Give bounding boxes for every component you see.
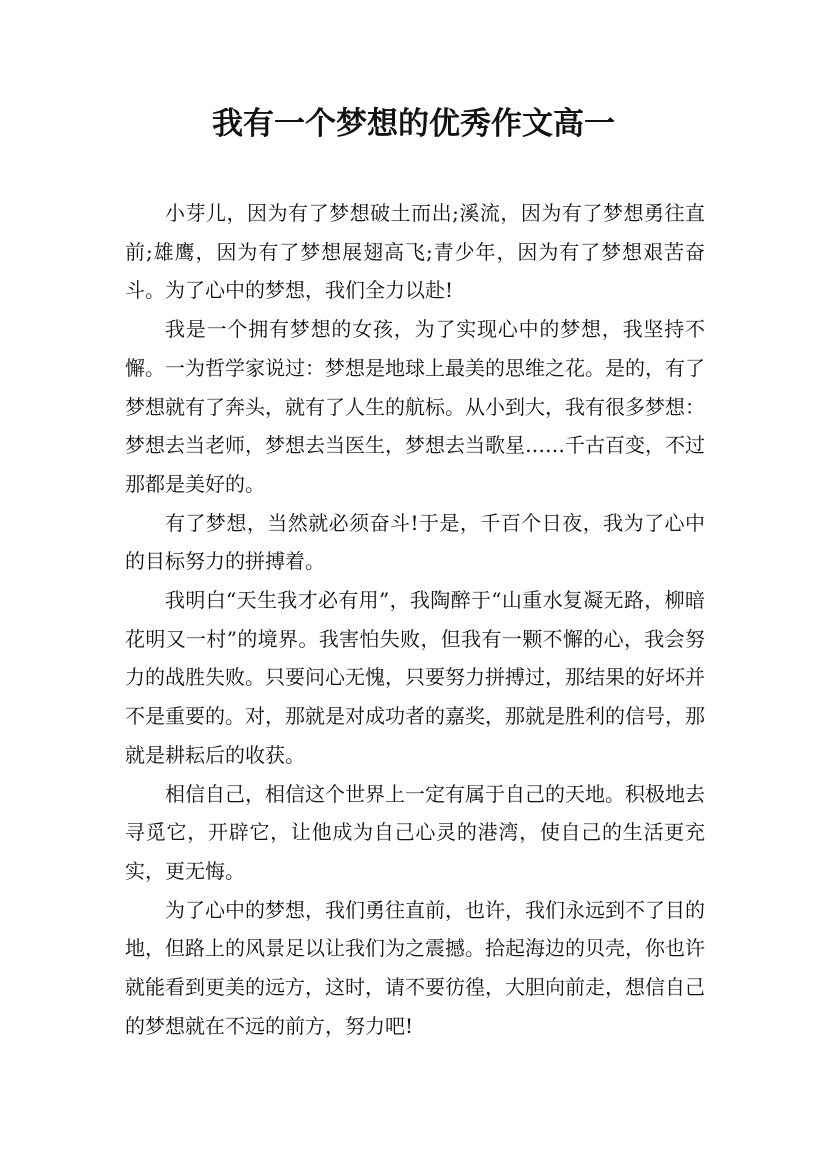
paragraph-4: 我明白“天生我才必有用”，我陶醉于“山重水复凝无路，柳暗花明又一村”的境界。我害怕失败，但我有一颗不懈的心，我会努力的战胜失败。只要问心无愧，只要努力拼搏过，那结果的好坏并不是重要的。对，那就是对成功者的嘉奖，那就是胜利的信号，那就是耕耘后的收获。 [125,588,705,767]
document-title: 我有一个梦想的优秀作文高一 [212,106,615,142]
paragraph-2: 我是一个拥有梦想的女孩，为了实现心中的梦想，我坚持不懈。一为哲学家说过：梦想是地球上最美的思维之花。是的，有了梦想就有了奔头，就有了人生的航标。从小到大，我有很多梦想：梦想去当老师，梦想去当医生，梦想去当歌星……千古百变，不过那都是美好的。 [125,317,705,496]
paragraph-5: 相信自己，相信这个世界上一定有属于自己的天地。积极地去寻觅它，开辟它，让他成为自己心灵的港湾，使自己的生活更充实，更无悔。 [125,781,705,883]
document-body [125,194,705,1045]
paragraph-1: 小芽儿，因为有了梦想破土而出;溪流，因为有了梦想勇往直前;雄鹰，因为有了梦想展翅高飞;青少年，因为有了梦想艰苦奋斗。为了心中的梦想，我们全力以赴! [125,201,705,303]
paragraph-6: 为了心中的梦想，我们勇往直前，也许，我们永远到不了目的地，但路上的风景足以让我们为之震撼。拾起海边的贝壳，你也许就能看到更美的远方，这时，请不要彷徨，大胆向前走，想信自己的梦想就在不远的前方，努力吧! [125,897,705,1038]
paragraph-3: 有了梦想，当然就必须奋斗!于是，千百个日夜，我为了心中的目标努力的拼搏着。 [125,510,705,574]
